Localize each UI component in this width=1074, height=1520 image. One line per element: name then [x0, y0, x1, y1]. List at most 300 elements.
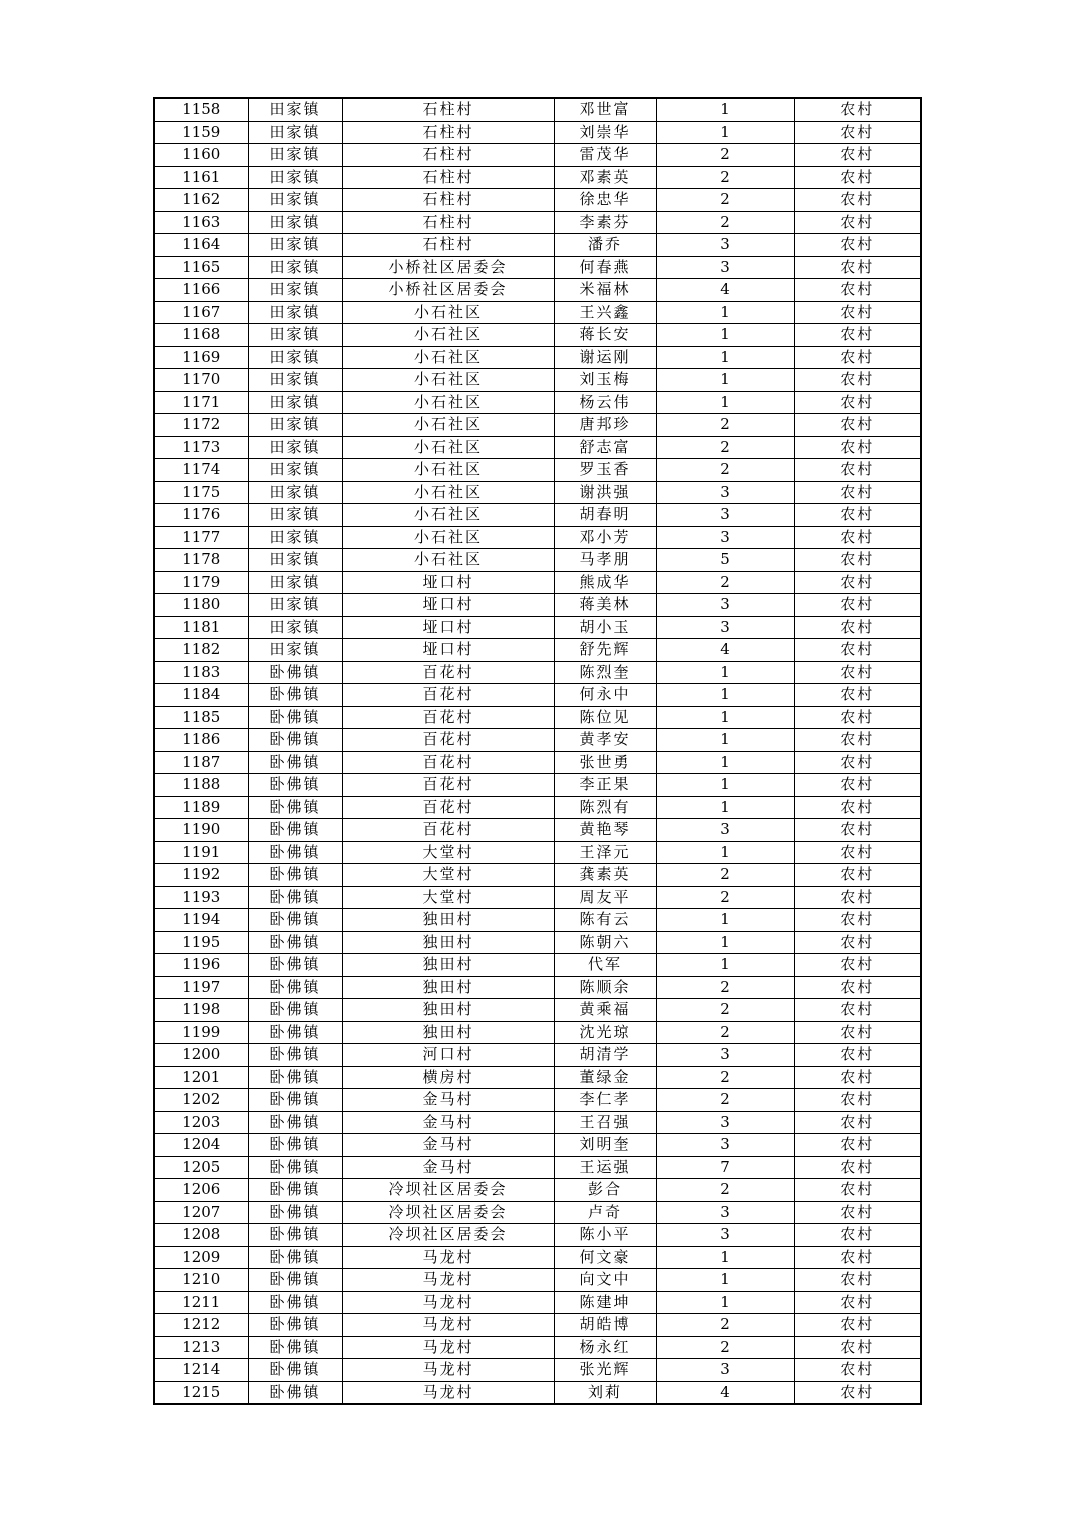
name-cell: 王泽元 [554, 841, 656, 864]
village-cell: 石柱村 [342, 144, 554, 167]
type-cell: 农村 [794, 796, 921, 819]
town-cell: 田家镇 [248, 121, 342, 144]
name-cell: 雷茂华 [554, 144, 656, 167]
row-number-cell: 1169 [154, 346, 248, 369]
row-number-cell: 1212 [154, 1314, 248, 1337]
type-cell: 农村 [794, 1224, 921, 1247]
table-row [154, 1021, 921, 1044]
village-cell: 小石社区 [342, 346, 554, 369]
town-cell: 卧佛镇 [248, 1021, 342, 1044]
village-cell: 金马村 [342, 1111, 554, 1134]
count-cell: 3 [656, 1044, 794, 1067]
name-cell: 刘莉 [554, 1381, 656, 1404]
table-row [154, 301, 921, 324]
row-number-cell: 1176 [154, 504, 248, 527]
type-cell: 农村 [794, 751, 921, 774]
table-row [154, 976, 921, 999]
row-number-cell: 1158 [154, 98, 248, 121]
row-number-cell: 1200 [154, 1044, 248, 1067]
count-cell: 3 [656, 1134, 794, 1157]
name-cell: 陈小平 [554, 1224, 656, 1247]
row-number-cell: 1170 [154, 369, 248, 392]
row-number-cell: 1182 [154, 639, 248, 662]
name-cell: 何永中 [554, 684, 656, 707]
name-cell: 张光辉 [554, 1359, 656, 1382]
name-cell: 徐忠华 [554, 189, 656, 212]
count-cell: 1 [656, 1246, 794, 1269]
town-cell: 田家镇 [248, 166, 342, 189]
name-cell: 代军 [554, 954, 656, 977]
row-number-cell: 1179 [154, 571, 248, 594]
village-cell: 大堂村 [342, 886, 554, 909]
count-cell: 3 [656, 594, 794, 617]
village-cell: 小桥社区居委会 [342, 256, 554, 279]
town-cell: 田家镇 [248, 414, 342, 437]
table-row [154, 1156, 921, 1179]
table-row [154, 1044, 921, 1067]
row-number-cell: 1168 [154, 324, 248, 347]
table-row [154, 751, 921, 774]
count-cell: 2 [656, 886, 794, 909]
name-cell: 刘玉梅 [554, 369, 656, 392]
row-number-cell: 1214 [154, 1359, 248, 1382]
type-cell: 农村 [794, 121, 921, 144]
town-cell: 卧佛镇 [248, 1201, 342, 1224]
village-cell: 小石社区 [342, 459, 554, 482]
table-row [154, 1336, 921, 1359]
town-cell: 卧佛镇 [248, 1336, 342, 1359]
town-cell: 卧佛镇 [248, 999, 342, 1022]
table-row [154, 1269, 921, 1292]
town-cell: 卧佛镇 [248, 931, 342, 954]
table-row [154, 346, 921, 369]
name-cell: 胡小玉 [554, 616, 656, 639]
village-cell: 大堂村 [342, 864, 554, 887]
count-cell: 2 [656, 1089, 794, 1112]
row-number-cell: 1178 [154, 549, 248, 572]
name-cell: 卢奇 [554, 1201, 656, 1224]
row-number-cell: 1206 [154, 1179, 248, 1202]
name-cell: 杨云伟 [554, 391, 656, 414]
name-cell: 彭合 [554, 1179, 656, 1202]
type-cell: 农村 [794, 706, 921, 729]
village-cell: 小石社区 [342, 301, 554, 324]
town-cell: 田家镇 [248, 324, 342, 347]
count-cell: 5 [656, 549, 794, 572]
town-cell: 田家镇 [248, 616, 342, 639]
count-cell: 1 [656, 301, 794, 324]
village-cell: 小桥社区居委会 [342, 279, 554, 302]
count-cell: 1 [656, 751, 794, 774]
type-cell: 农村 [794, 571, 921, 594]
row-number-cell: 1199 [154, 1021, 248, 1044]
village-cell: 石柱村 [342, 211, 554, 234]
row-number-cell: 1186 [154, 729, 248, 752]
name-cell: 罗玉香 [554, 459, 656, 482]
row-number-cell: 1192 [154, 864, 248, 887]
row-number-cell: 1172 [154, 414, 248, 437]
village-cell: 小石社区 [342, 436, 554, 459]
table-row [154, 931, 921, 954]
town-cell: 卧佛镇 [248, 661, 342, 684]
table-row [154, 841, 921, 864]
name-cell: 唐邦珍 [554, 414, 656, 437]
town-cell: 田家镇 [248, 459, 342, 482]
village-cell: 马龙村 [342, 1269, 554, 1292]
town-cell: 卧佛镇 [248, 1314, 342, 1337]
row-number-cell: 1181 [154, 616, 248, 639]
count-cell: 1 [656, 346, 794, 369]
village-cell: 马龙村 [342, 1291, 554, 1314]
type-cell: 农村 [794, 819, 921, 842]
table-row [154, 256, 921, 279]
name-cell: 刘崇华 [554, 121, 656, 144]
type-cell: 农村 [794, 1156, 921, 1179]
count-cell: 2 [656, 414, 794, 437]
town-cell: 卧佛镇 [248, 1089, 342, 1112]
table-row [154, 369, 921, 392]
village-cell: 百花村 [342, 706, 554, 729]
table-row [154, 436, 921, 459]
town-cell: 卧佛镇 [248, 1381, 342, 1404]
village-cell: 石柱村 [342, 98, 554, 121]
row-number-cell: 1162 [154, 189, 248, 212]
count-cell: 2 [656, 864, 794, 887]
count-cell: 2 [656, 1066, 794, 1089]
type-cell: 农村 [794, 1336, 921, 1359]
table-row [154, 121, 921, 144]
name-cell: 王召强 [554, 1111, 656, 1134]
row-number-cell: 1160 [154, 144, 248, 167]
count-cell: 2 [656, 1021, 794, 1044]
village-cell: 独田村 [342, 999, 554, 1022]
name-cell: 向文中 [554, 1269, 656, 1292]
town-cell: 卧佛镇 [248, 1269, 342, 1292]
table-row [154, 729, 921, 752]
type-cell: 农村 [794, 279, 921, 302]
type-cell: 农村 [794, 1044, 921, 1067]
town-cell: 卧佛镇 [248, 1291, 342, 1314]
type-cell: 农村 [794, 1179, 921, 1202]
village-cell: 小石社区 [342, 391, 554, 414]
type-cell: 农村 [794, 504, 921, 527]
village-cell: 独田村 [342, 1021, 554, 1044]
count-cell: 2 [656, 1179, 794, 1202]
row-number-cell: 1207 [154, 1201, 248, 1224]
table-row [154, 1089, 921, 1112]
village-cell: 百花村 [342, 751, 554, 774]
count-cell: 3 [656, 526, 794, 549]
table-row [154, 234, 921, 257]
name-cell: 谢洪强 [554, 481, 656, 504]
name-cell: 刘明奎 [554, 1134, 656, 1157]
name-cell: 周友平 [554, 886, 656, 909]
row-number-cell: 1165 [154, 256, 248, 279]
village-cell: 马龙村 [342, 1359, 554, 1382]
town-cell: 卧佛镇 [248, 1134, 342, 1157]
table-row [154, 661, 921, 684]
table-row [154, 324, 921, 347]
name-cell: 何春燕 [554, 256, 656, 279]
count-cell: 1 [656, 369, 794, 392]
name-cell: 胡清学 [554, 1044, 656, 1067]
village-cell: 百花村 [342, 729, 554, 752]
table-row [154, 1224, 921, 1247]
village-cell: 小石社区 [342, 324, 554, 347]
type-cell: 农村 [794, 909, 921, 932]
count-cell: 1 [656, 1291, 794, 1314]
row-number-cell: 1208 [154, 1224, 248, 1247]
table-row [154, 98, 921, 121]
name-cell: 陈烈有 [554, 796, 656, 819]
table-row [154, 796, 921, 819]
village-cell: 小石社区 [342, 549, 554, 572]
type-cell: 农村 [794, 864, 921, 887]
count-cell: 2 [656, 144, 794, 167]
type-cell: 农村 [794, 639, 921, 662]
count-cell: 1 [656, 954, 794, 977]
table-row [154, 864, 921, 887]
village-cell: 马龙村 [342, 1381, 554, 1404]
count-cell: 1 [656, 796, 794, 819]
count-cell: 1 [656, 391, 794, 414]
village-cell: 垭口村 [342, 616, 554, 639]
type-cell: 农村 [794, 1381, 921, 1404]
row-number-cell: 1197 [154, 976, 248, 999]
type-cell: 农村 [794, 1291, 921, 1314]
count-cell: 1 [656, 661, 794, 684]
table-row [154, 1314, 921, 1337]
row-number-cell: 1202 [154, 1089, 248, 1112]
row-number-cell: 1191 [154, 841, 248, 864]
name-cell: 胡春明 [554, 504, 656, 527]
table-row [154, 571, 921, 594]
village-cell: 石柱村 [342, 121, 554, 144]
type-cell: 农村 [794, 616, 921, 639]
town-cell: 田家镇 [248, 144, 342, 167]
count-cell: 1 [656, 774, 794, 797]
row-number-cell: 1163 [154, 211, 248, 234]
type-cell: 农村 [794, 1246, 921, 1269]
name-cell: 黄艳琴 [554, 819, 656, 842]
name-cell: 王兴鑫 [554, 301, 656, 324]
count-cell: 7 [656, 1156, 794, 1179]
town-cell: 卧佛镇 [248, 706, 342, 729]
table-row [154, 909, 921, 932]
type-cell: 农村 [794, 346, 921, 369]
table-row [154, 189, 921, 212]
type-cell: 农村 [794, 1066, 921, 1089]
name-cell: 李仁孝 [554, 1089, 656, 1112]
town-cell: 卧佛镇 [248, 841, 342, 864]
village-cell: 横房村 [342, 1066, 554, 1089]
row-number-cell: 1164 [154, 234, 248, 257]
table-row [154, 549, 921, 572]
type-cell: 农村 [794, 976, 921, 999]
row-number-cell: 1187 [154, 751, 248, 774]
type-cell: 农村 [794, 1314, 921, 1337]
town-cell: 田家镇 [248, 256, 342, 279]
count-cell: 1 [656, 706, 794, 729]
village-cell: 独田村 [342, 976, 554, 999]
name-cell: 潘乔 [554, 234, 656, 257]
row-number-cell: 1161 [154, 166, 248, 189]
town-cell: 田家镇 [248, 504, 342, 527]
row-number-cell: 1159 [154, 121, 248, 144]
name-cell: 董绿金 [554, 1066, 656, 1089]
village-cell: 金马村 [342, 1089, 554, 1112]
table-row [154, 1291, 921, 1314]
village-cell: 垭口村 [342, 594, 554, 617]
town-cell: 田家镇 [248, 549, 342, 572]
town-cell: 田家镇 [248, 189, 342, 212]
count-cell: 3 [656, 1224, 794, 1247]
town-cell: 田家镇 [248, 526, 342, 549]
name-cell: 张世勇 [554, 751, 656, 774]
town-cell: 田家镇 [248, 391, 342, 414]
row-number-cell: 1198 [154, 999, 248, 1022]
count-cell: 2 [656, 459, 794, 482]
row-number-cell: 1184 [154, 684, 248, 707]
table-row [154, 999, 921, 1022]
village-cell: 垭口村 [342, 571, 554, 594]
name-cell: 李素芬 [554, 211, 656, 234]
type-cell: 农村 [794, 841, 921, 864]
name-cell: 蒋美林 [554, 594, 656, 617]
type-cell: 农村 [794, 481, 921, 504]
type-cell: 农村 [794, 391, 921, 414]
town-cell: 卧佛镇 [248, 751, 342, 774]
count-cell: 3 [656, 234, 794, 257]
town-cell: 卧佛镇 [248, 1156, 342, 1179]
village-cell: 百花村 [342, 796, 554, 819]
town-cell: 卧佛镇 [248, 976, 342, 999]
name-cell: 米福林 [554, 279, 656, 302]
row-number-cell: 1215 [154, 1381, 248, 1404]
name-cell: 陈烈奎 [554, 661, 656, 684]
table-row [154, 481, 921, 504]
name-cell: 龚素英 [554, 864, 656, 887]
town-cell: 卧佛镇 [248, 796, 342, 819]
village-cell: 大堂村 [342, 841, 554, 864]
name-cell: 何文豪 [554, 1246, 656, 1269]
table-row [154, 684, 921, 707]
name-cell: 陈位见 [554, 706, 656, 729]
type-cell: 农村 [794, 999, 921, 1022]
name-cell: 舒先辉 [554, 639, 656, 662]
town-cell: 卧佛镇 [248, 1224, 342, 1247]
town-cell: 卧佛镇 [248, 729, 342, 752]
village-cell: 冷坝社区居委会 [342, 1201, 554, 1224]
name-cell: 杨永红 [554, 1336, 656, 1359]
name-cell: 舒志富 [554, 436, 656, 459]
type-cell: 农村 [794, 369, 921, 392]
count-cell: 2 [656, 1336, 794, 1359]
type-cell: 农村 [794, 774, 921, 797]
type-cell: 农村 [794, 256, 921, 279]
name-cell: 谢运刚 [554, 346, 656, 369]
table-row [154, 279, 921, 302]
count-cell: 2 [656, 436, 794, 459]
row-number-cell: 1171 [154, 391, 248, 414]
table-row [154, 1246, 921, 1269]
village-cell: 冷坝社区居委会 [342, 1179, 554, 1202]
table-row [154, 1134, 921, 1157]
type-cell: 农村 [794, 684, 921, 707]
type-cell: 农村 [794, 144, 921, 167]
type-cell: 农村 [794, 954, 921, 977]
count-cell: 2 [656, 166, 794, 189]
village-cell: 小石社区 [342, 526, 554, 549]
type-cell: 农村 [794, 1201, 921, 1224]
village-cell: 石柱村 [342, 166, 554, 189]
table-row [154, 886, 921, 909]
town-cell: 田家镇 [248, 346, 342, 369]
name-cell: 李正果 [554, 774, 656, 797]
roster-table [153, 97, 922, 1405]
town-cell: 田家镇 [248, 369, 342, 392]
count-cell: 4 [656, 639, 794, 662]
count-cell: 1 [656, 841, 794, 864]
count-cell: 1 [656, 931, 794, 954]
village-cell: 独田村 [342, 954, 554, 977]
table-row [154, 954, 921, 977]
type-cell: 农村 [794, 414, 921, 437]
row-number-cell: 1190 [154, 819, 248, 842]
type-cell: 农村 [794, 886, 921, 909]
table-row [154, 594, 921, 617]
town-cell: 田家镇 [248, 211, 342, 234]
town-cell: 田家镇 [248, 594, 342, 617]
town-cell: 田家镇 [248, 98, 342, 121]
type-cell: 农村 [794, 729, 921, 752]
table-row [154, 706, 921, 729]
name-cell: 陈有云 [554, 909, 656, 932]
village-cell: 石柱村 [342, 189, 554, 212]
village-cell: 独田村 [342, 909, 554, 932]
row-number-cell: 1203 [154, 1111, 248, 1134]
count-cell: 3 [656, 1201, 794, 1224]
type-cell: 农村 [794, 324, 921, 347]
town-cell: 田家镇 [248, 234, 342, 257]
row-number-cell: 1174 [154, 459, 248, 482]
table-row [154, 526, 921, 549]
village-cell: 小石社区 [342, 481, 554, 504]
type-cell: 农村 [794, 459, 921, 482]
town-cell: 田家镇 [248, 571, 342, 594]
village-cell: 马龙村 [342, 1246, 554, 1269]
type-cell: 农村 [794, 436, 921, 459]
count-cell: 4 [656, 1381, 794, 1404]
table-row [154, 166, 921, 189]
count-cell: 1 [656, 121, 794, 144]
type-cell: 农村 [794, 1021, 921, 1044]
town-cell: 卧佛镇 [248, 1066, 342, 1089]
table-row [154, 504, 921, 527]
row-number-cell: 1205 [154, 1156, 248, 1179]
name-cell: 陈建坤 [554, 1291, 656, 1314]
count-cell: 2 [656, 571, 794, 594]
town-cell: 卧佛镇 [248, 1111, 342, 1134]
town-cell: 田家镇 [248, 639, 342, 662]
count-cell: 3 [656, 1111, 794, 1134]
name-cell: 马孝朋 [554, 549, 656, 572]
row-number-cell: 1185 [154, 706, 248, 729]
village-cell: 金马村 [342, 1134, 554, 1157]
table-row [154, 1381, 921, 1404]
count-cell: 1 [656, 98, 794, 121]
type-cell: 农村 [794, 1269, 921, 1292]
